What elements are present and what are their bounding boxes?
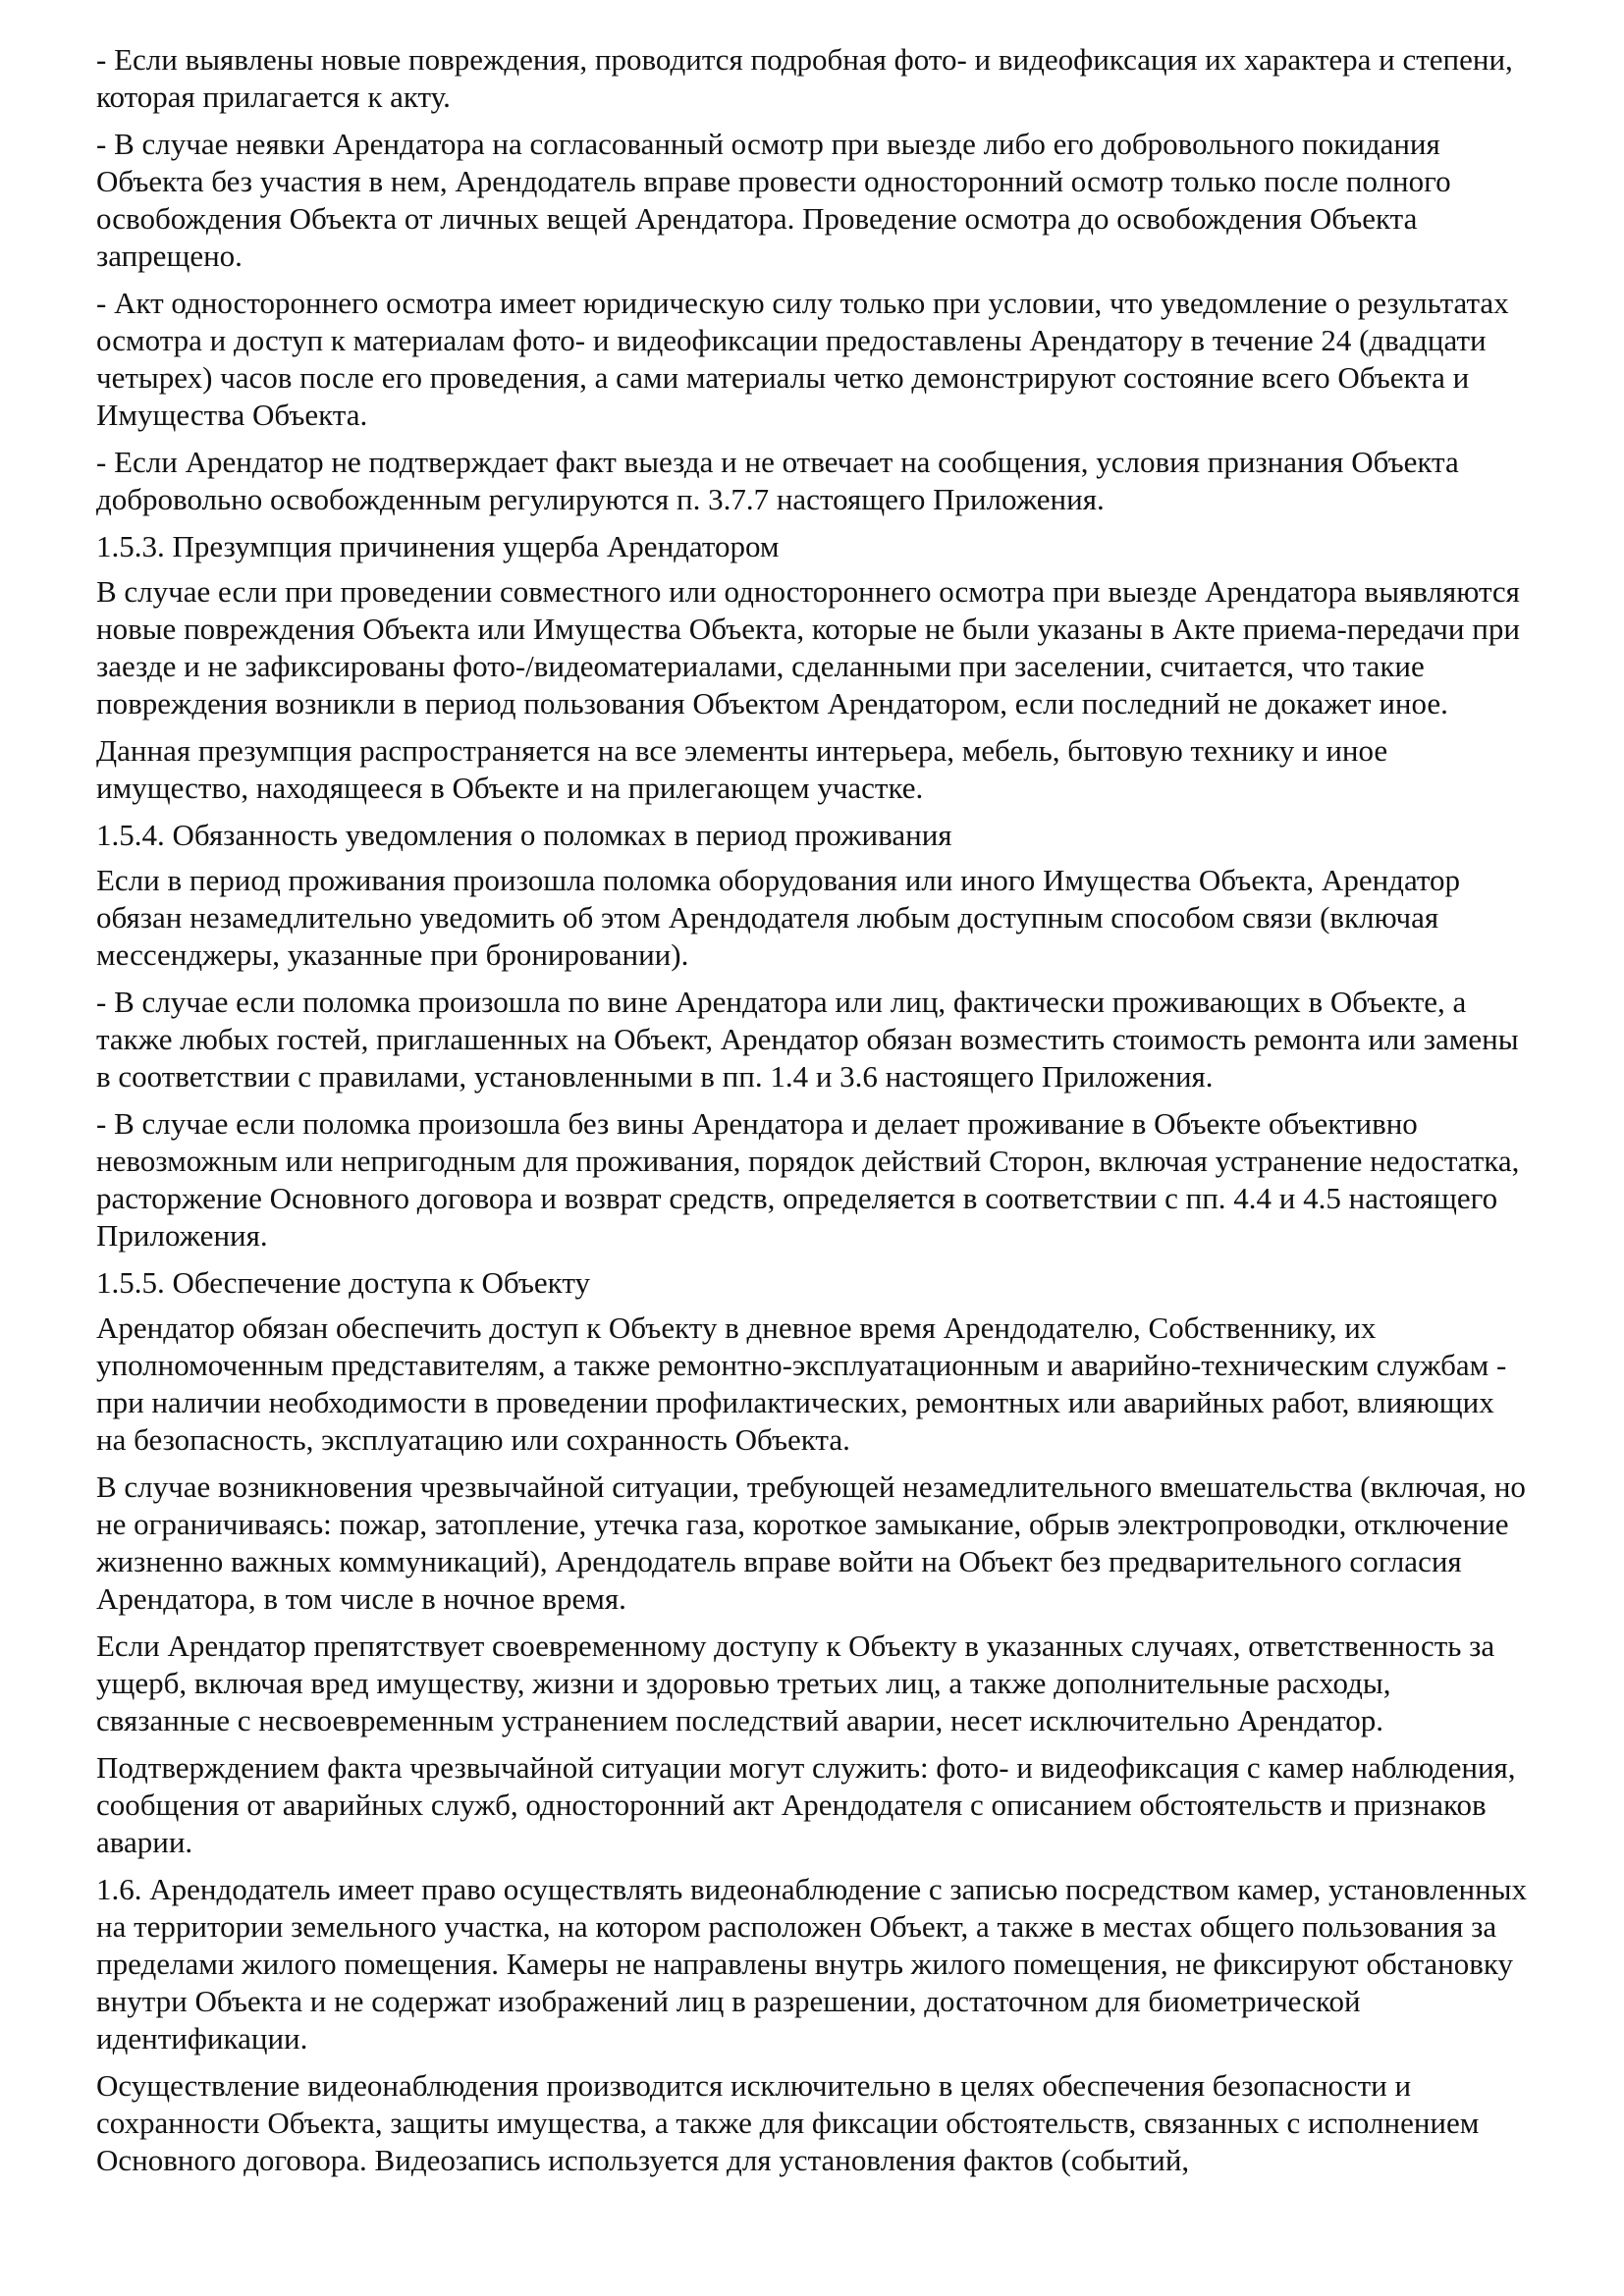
paragraph-access-daytime: Арендатор обязан обеспечить доступ к Объекту в дневное время Арендодателю, Собственнику, их уполномоченным представителям, а также ремонтно-эксплуатационным и аварийно-техническим службам - при наличии необходимости в проведении профилактических, ремонтных или аварийных работ, влияющих на безопасность, эксплуатацию или сохранность Объекта. — [96, 1310, 1507, 1457]
paragraph-departure-unconfirmed: - Если Арендатор не подтверждает факт выезда и не отвечает на сообщения, условия признания Объекта добровольно освобожденным регулируются п. 3.7.7 настоящего Приложения. — [96, 445, 1459, 516]
paragraph-emergency-entry: В случае возникновения чрезвычайной ситуации, требующей незамедлительного вмешательства (включая, но не ограничиваясь: пожар, затопление, утечка газа, короткое замыкание, обрыв электропроводки, отключение жизненно важных коммуникаций), Арендодатель вправе войти на Объект без предварительного согласия Арендатора, в том числе в ночное время. — [96, 1469, 1526, 1616]
paragraph-video-purpose: Осуществление видеонаблюдения производится исключительно в целях обеспечения безопасности и сохранности Объекта, защиты имущества, а также для фиксации обстоятельств, связанных с исполнением Основного договора. Видеозапись используется для установления фактов (событий, — [96, 2068, 1480, 2177]
section-heading-1-5-4: 1.5.4. Обязанность уведомления о поломках в период проживания — [96, 818, 952, 852]
paragraph-unilateral-act: - Акт одностороннего осмотра имеет юридическую силу только при условии, что уведомление о результатах осмотра и доступ к материалам фото- и видеофиксации предоставлены Арендатору в течение 24 (двадцати четырех) часов после его проведения, а сами материалы четко демонстрируют состояние всего Объекта и Имущества Объекта. — [96, 286, 1509, 432]
paragraph-presumption-scope: Данная презумпция распространяется на все элементы интерьера, мебель, бытовую технику и иное имущество, находящееся в Объекте и на прилегающем участке. — [96, 733, 1388, 805]
paragraph-new-damage-photo: - Если выявлены новые повреждения, проводится подробная фото- и видеофиксация их характера и степени, которая прилагается к акту. — [96, 42, 1513, 114]
paragraph-breakage-tenant-fault: - В случае если поломка произошла по вине Арендатора или лиц, фактически проживающих в Объекте, а также любых гостей, приглашенных на Объект, Арендатор обязан возместить стоимость ремонта или замены в соответствии с правилами, установленными в пп. 1.4 и 3.6 настоящего Приложения. — [96, 985, 1519, 1094]
paragraph-breakage-notice: Если в период проживания произошла поломка оборудования или иного Имущества Объекта, Арендатор обязан незамедлительно уведомить об этом Арендодателя любым доступным способом связи (включая мессенджеры, указанные при бронировании). — [96, 863, 1461, 972]
section-heading-1-5-3: 1.5.3. Презумпция причинения ущерба Арендатором — [96, 529, 780, 563]
paragraph-emergency-proof: Подтверждением факта чрезвычайной ситуации могут служить: фото- и видеофиксация с камер наблюдения, сообщения от аварийных служб, односторонний акт Арендодателя с описанием обстоятельств и признаков аварии. — [96, 1750, 1516, 1859]
paragraph-access-obstruction: Если Арендатор препятствует своевременному доступу к Объекту в указанных случаях, ответственность за ущерб, включая вред имуществу, жизни и здоровью третьих лиц, а также дополнительные расходы, связанные с несвоевременным устранением последствий аварии, несет исключительно Арендатор. — [96, 1629, 1495, 1737]
paragraph-tenant-no-show: - В случае неявки Арендатора на согласованный осмотр при выезде либо его добровольного покидания Объекта без участия в нем, Арендодатель вправе провести односторонний осмотр только после полного освобождения Объекта от личных вещей Арендатора. Проведение осмотра до освобождения Объекта запрещено. — [96, 127, 1451, 273]
paragraph-section-1-6-video: 1.6. Арендодатель имеет право осуществлять видеонаблюдение с записью посредством камер, установленных на территории земельного участка, на котором расположен Объект, а также в местах общего пользования за пределами жилого помещения. Камеры не направлены внутрь жилого помещения, не фиксируют обстановку внутри Объекта и не содержат изображений лиц в разрешении, достаточном для биометрической идентификации. — [96, 1872, 1527, 2056]
paragraph-breakage-no-fault: - В случае если поломка произошла без вины Арендатора и делает проживание в Объекте объективно невозможным или непригодным для проживания, порядок действий Сторон, включая устранение недостатка, расторжение Основного договора и возврат средств, определяется в соответствии с пп. 4.4 и 4.5 настоящего Приложения. — [96, 1106, 1520, 1253]
paragraph-damage-presumption: В случае если при проведении совместного или одностороннего осмотра при выезде Арендатора выявляются новые повреждения Объекта или Имущества Объекта, которые не были указаны в Акте приема-передачи при заезде и не зафиксированы фото-/видеоматериалами, сделанными при заселении, считается, что такие повреждения возникли в период пользования Объектом Арендатором, если последний не докажет иное. — [96, 574, 1520, 721]
section-heading-1-5-5: 1.5.5. Обеспечение доступа к Объекту — [96, 1265, 590, 1300]
